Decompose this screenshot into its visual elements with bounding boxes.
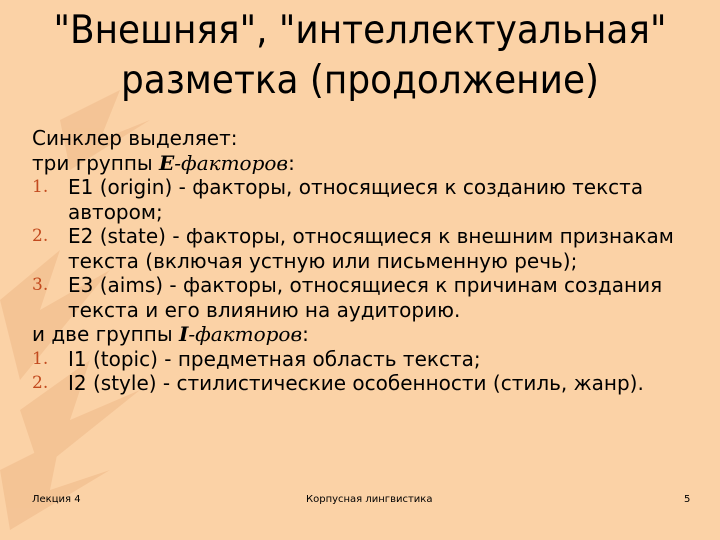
title-line-2: разметка (продолжение) xyxy=(120,58,600,103)
e-factors-term xyxy=(159,151,288,175)
list-number: 1. xyxy=(32,348,49,369)
slide-body xyxy=(32,126,712,396)
list-number: 3. xyxy=(32,275,49,295)
slide-title xyxy=(29,6,691,106)
e-groups-line xyxy=(32,151,712,176)
intro-line: Синклер выделяет: xyxy=(32,126,238,150)
colon: : xyxy=(288,150,295,175)
list-item xyxy=(32,273,712,322)
footer-lecture: Лекция 4 xyxy=(32,494,81,505)
e-factors-suffix: -факторов xyxy=(174,150,289,175)
list-item-text: E2 (state) - факторы, относящиеся к внешним признакам текста (включая устную или письменную речь); xyxy=(68,224,674,273)
list-item xyxy=(32,371,712,396)
list-item xyxy=(32,175,712,224)
i-factors-term xyxy=(179,322,302,346)
title-line-1: "Внешняя", "интеллектуальная" xyxy=(53,8,667,53)
e-letter: E xyxy=(159,150,175,175)
i-groups-prefix: и две группы xyxy=(32,322,179,346)
arrow-decor xyxy=(0,440,110,530)
list-item-text: E1 (origin) - факторы, относящиеся к созданию текста автором; xyxy=(68,175,644,224)
list-item-text: I2 (style) - стилистические особенности (стиль, жанр). xyxy=(68,371,644,395)
list-number: 2. xyxy=(32,226,49,246)
list-item xyxy=(32,347,712,372)
list-item-text: E3 (aims) - факторы, относящиеся к причинам создания текста и его влиянию на аудиторию. xyxy=(68,273,663,322)
colon: : xyxy=(302,322,309,346)
e-groups-prefix: три группы xyxy=(32,150,160,175)
i-letter: I xyxy=(178,322,189,346)
i-groups-line xyxy=(32,322,712,347)
footer-course-title: Корпусная лингвистика xyxy=(306,494,433,505)
i-factors-suffix: -факторов xyxy=(188,322,303,346)
list-item-text: I1 (topic) - предметная область текста; xyxy=(68,346,481,371)
footer-page-number: 5 xyxy=(684,494,691,505)
list-number: 1. xyxy=(32,177,49,197)
list-number: 2. xyxy=(32,373,49,393)
list-item xyxy=(32,224,712,273)
